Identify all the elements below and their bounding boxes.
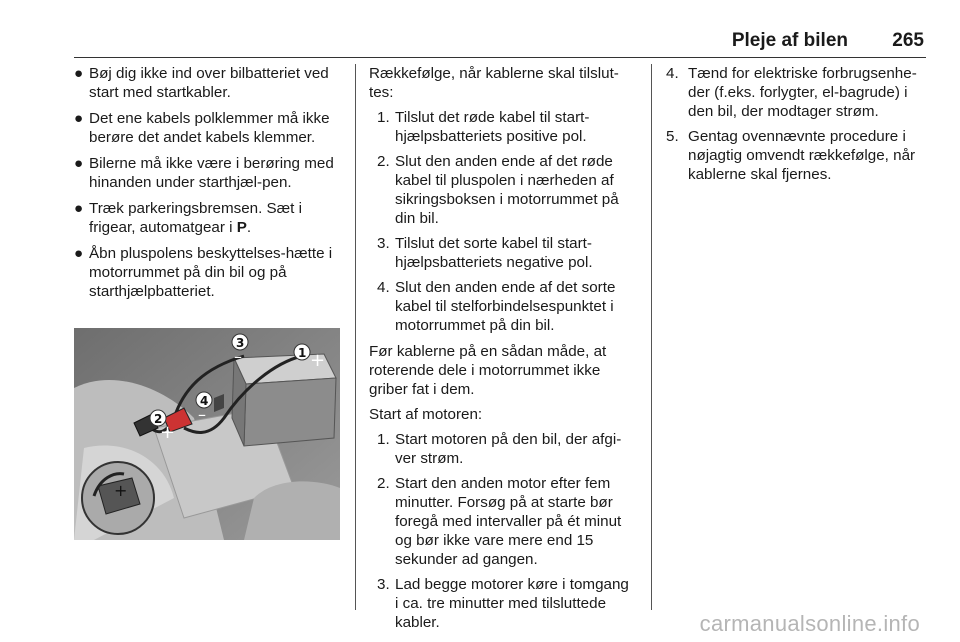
bullet-icon: ●: [74, 110, 84, 127]
list-item: ● Bøj dig ikke ind over bilbatteriet ved start med startkabler.: [74, 65, 329, 101]
column-left: [74, 64, 344, 308]
list-item: 2. Start den anden motor efter fem minutter. Forsøg på at starte bør foregå med intervaller på ét minut og bør ikke vare mere end 15 sekunder ad gangen.: [377, 475, 622, 568]
column-right: [666, 64, 928, 191]
section-title: Pleje af bilen: [731, 30, 848, 51]
list-item: ● Træk parkeringsbremsen. Sæt i frigear, automatgear i P.: [74, 200, 302, 236]
jump-start-illustration: [74, 328, 340, 540]
gear-letter: P: [236, 219, 247, 236]
bullet-icon: ●: [74, 155, 84, 172]
plus-symbol: +: [310, 350, 326, 371]
list-item: ● Åbn pluspolens beskyttelses-hætte i motorrummet på din bil og på starthjælpbatteriet.: [74, 245, 333, 300]
list-item: 1. Tilslut det røde kabel til start-hjælpsbatteriets positive pol.: [377, 109, 590, 145]
plus-symbol: +: [114, 481, 128, 500]
column-divider: [355, 64, 356, 610]
battery-inset: [82, 462, 154, 534]
watermark: carmanualsonline.info: [699, 611, 920, 636]
column-middle: [369, 64, 633, 639]
bullet-icon: ●: [74, 65, 84, 82]
engine-bay-drawing: [74, 328, 340, 540]
svg-text:3: 3: [236, 336, 245, 350]
list-item: 2. Slut den anden ende af det røde kabel til pluspolen i nærheden af sikringsboksen i motorrummet på din bil.: [377, 153, 619, 227]
bullet-icon: ●: [74, 200, 84, 217]
list-item: 3. Tilslut det sorte kabel til start-hjælpsbatteriets negative pol.: [377, 235, 593, 271]
plus-symbol: +: [160, 422, 176, 443]
list-item: 4. Tænd for elektriske forbrugsenhe-der (f.eks. forlygter, el-bagrude) i den bil, der modtager strøm.: [666, 65, 917, 120]
start-heading: Start af motoren:: [369, 406, 483, 423]
cable-routing-note: Før kablerne på en sådan måde, at roterende dele i motorrummet ikke griber fat i dem.: [369, 343, 607, 398]
svg-text:4: 4: [200, 394, 209, 408]
header-rule: [74, 57, 926, 58]
finish-steps: [666, 64, 928, 184]
list-item: 3. Lad begge motorer køre i tomgang i ca. tre minutter med tilsluttede kabler.: [377, 576, 629, 631]
connect-intro: Rækkefølge, når kablerne skal tilslut-tes:: [369, 65, 619, 101]
start-steps: [369, 430, 633, 632]
list-item: 1. Start motoren på den bil, der afgi-ver strøm.: [377, 431, 622, 467]
list-item: ● Bilerne må ikke være i berøring med hinanden under starthjæl-pen.: [74, 155, 334, 191]
page-number: 265: [892, 30, 924, 51]
list-item: 4. Slut den anden ende af det sorte kabel til stelforbindelsespunktet i motorrummet på din bil.: [377, 279, 616, 334]
svg-text:2: 2: [154, 412, 163, 426]
page-header: [74, 22, 926, 52]
warning-list: [74, 64, 344, 301]
minus-symbol: –: [198, 405, 206, 424]
svg-text:1: 1: [298, 346, 307, 360]
list-item: 5. Gentag ovennævnte procedure i nøjagtig omvendt rækkefølge, når kablerne skal fjernes.: [666, 128, 916, 183]
minus-symbol: –: [234, 347, 242, 366]
connect-steps: [369, 108, 633, 335]
bullet-icon: ●: [74, 245, 84, 262]
list-item: ● Det ene kabels polklemmer må ikke berøre det andet kabels klemmer.: [74, 110, 330, 146]
column-divider: [651, 64, 652, 610]
